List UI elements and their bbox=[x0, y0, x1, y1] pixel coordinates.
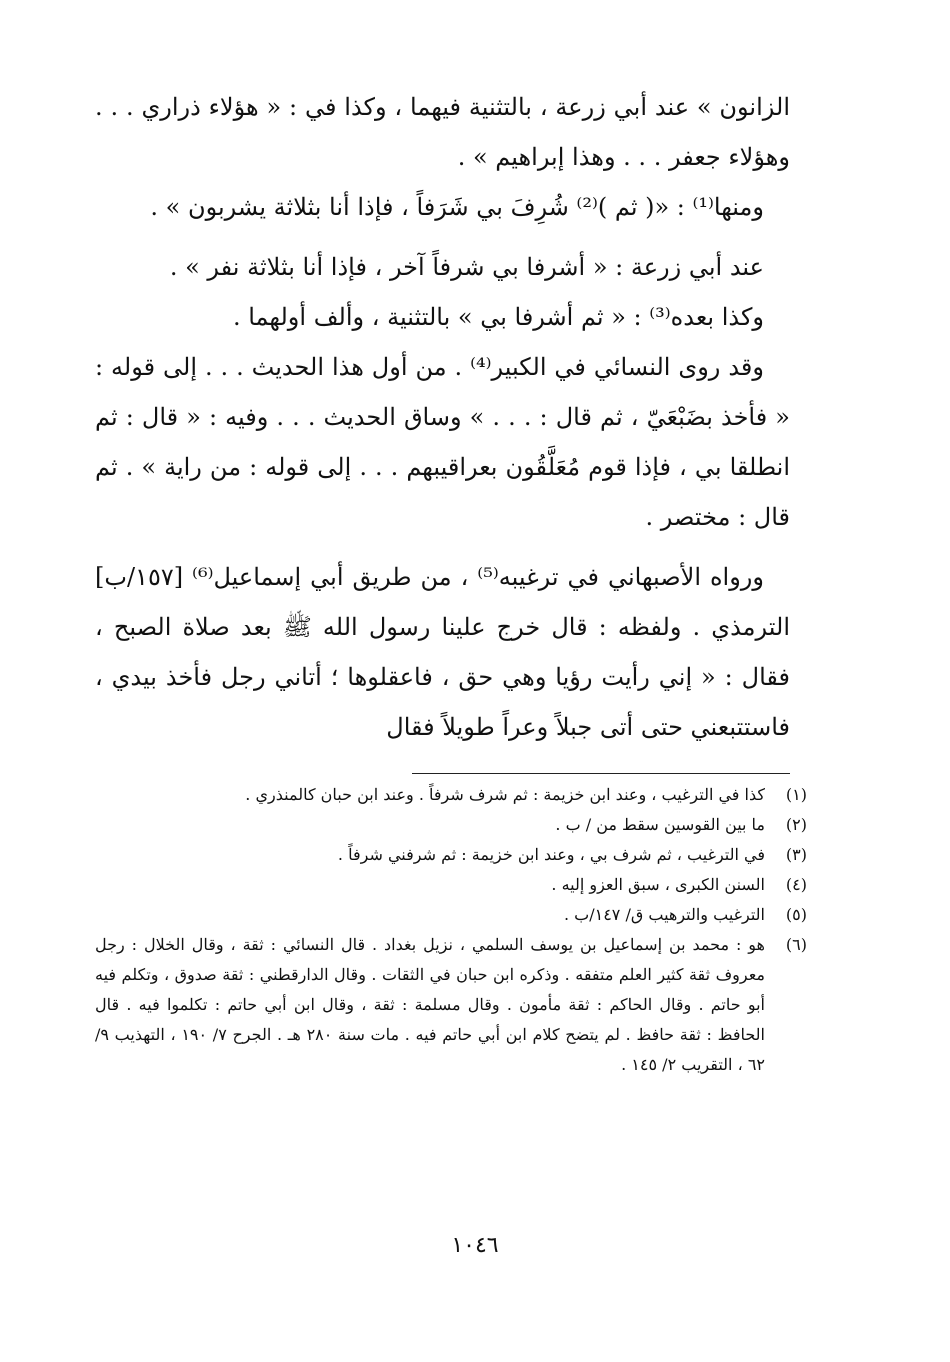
footnote-number: (٢) bbox=[785, 815, 807, 834]
paragraph: الزانون » عند أبي زرعة ، بالتثنية فيهما ، وكذا في : « هؤلاء ذراري . . . وهؤلاء جعفر . . . وهذا إبراهيم » . bbox=[95, 93, 790, 171]
footnote-number: (١) bbox=[785, 785, 807, 804]
footnote-text: هو : محمد بن إسماعيل بن يوسف السلمي ، نزيل بغداد . قال النسائي : ثقة ، وقال الخلال : رجل معروف ثقة كثير العلم متفقه . وذكره ابن حبان في الثقات . وقال الدارقطني : ثقة صدوق ، وتكلم فيه أبو حاتم . وقال الحاكم : ثقة مأمون . وقال مسلمة : ثقة ، وقال ابن أبي حاتم : تكلموا فيه . قال الحافظ : ثقة حافظ . لم يتضح كلام ابن أبي حاتم فيه . مات سنة ٢٨٠ هـ . الجرح ٧/ ١٩٠ ، التهذيب ٩/ ٦٢ ، التقريب ٢/ ١٤٥ . bbox=[95, 935, 765, 1074]
footnote bbox=[95, 900, 807, 930]
footnote-number: (٤) bbox=[785, 875, 807, 894]
footnote-text: كذا في الترغيب ، وعند ابن خزيمة : ثم شرف شرفاً . وعند ابن حبان كالمنذري . bbox=[245, 785, 765, 804]
paragraph: ومنها⁽¹⁾ : «( ثم )⁽²⁾ شُرِفَ بي شَرَفاً ، فإذا أنا بثلاثة يشربون » . bbox=[150, 193, 764, 221]
footnote bbox=[95, 870, 807, 900]
footnote-text: السنن الكبرى ، سبق العزو إليه . bbox=[551, 875, 765, 894]
footnote-text: ما بين القوسين سقط من / ب . bbox=[555, 815, 765, 834]
footnote bbox=[95, 810, 807, 840]
footnote bbox=[95, 780, 807, 810]
footnote bbox=[95, 840, 807, 870]
footnote-number: (٦) bbox=[785, 935, 807, 954]
footnote-divider bbox=[412, 773, 790, 774]
footnote-text: الترغيب والترهيب ق/ ١٤٧/ب . bbox=[563, 905, 765, 924]
page-number: ١٠٤٦ bbox=[451, 1233, 499, 1258]
footnote bbox=[95, 930, 807, 1080]
footnote-number: (٣) bbox=[785, 845, 807, 864]
paragraph: وكذا بعده⁽³⁾ : « ثم أشرفا بي » بالتثنية ، وألف أولهما . bbox=[232, 303, 764, 331]
paragraph: عند أبي زرعة : « أشرفا بي شرفاً آخر ، فإذا أنا بثلاثة نفر » . bbox=[169, 253, 764, 281]
main-text bbox=[95, 82, 790, 752]
footnote-number: (٥) bbox=[785, 905, 807, 924]
footnote-text: في الترغيب ، ثم شرف بي ، وعند ابن خزيمة : ثم شرفني شرفاً . bbox=[337, 845, 765, 864]
paragraph: ورواه الأصبهاني في ترغيبه⁽⁵⁾ ، من طريق أبي إسماعيل⁽⁶⁾ [١٥٧/ب] الترمذي . ولفظه : قال خرج علينا رسول الله ﷺ بعد صلاة الصبح ، فقال : « إني رأيت رؤيا وهي حق ، فاعقلوها ؛ أتاني رجل فأخذ بيدي ، فاستتبعني حتى أتى جبلاً وعراً طويلاً فقال bbox=[95, 563, 790, 741]
footnotes bbox=[95, 780, 807, 1080]
paragraph: وقد روى النسائي في الكبير⁽⁴⁾ . من أول هذا الحديث . . . إلى قوله : « فأخذ بضَبْعَيّ ، ثم قال : . . . » وساق الحديث . . . وفيه : « قال : ثم انطلقا بي ، فإذا قوم مُعَلَّقُون بعراقيبهم . . . إلى قوله : من راية » . ثم قال : مختصر . bbox=[95, 353, 790, 531]
